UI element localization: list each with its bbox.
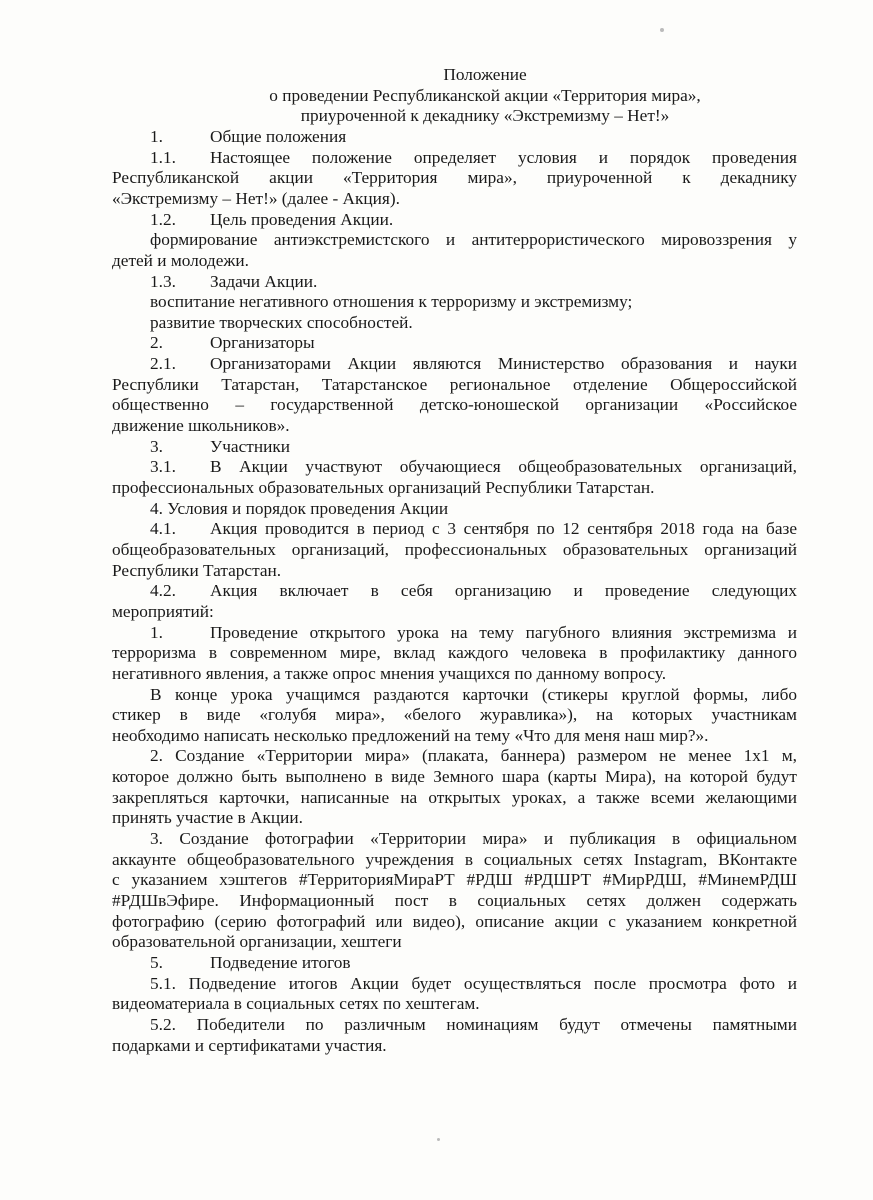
text-line: которое должно быть выполнено в виде Земного шара (карты Мира), на которой будут — [112, 767, 797, 787]
text-line: движение школьников». — [112, 416, 290, 436]
section-number: 1. — [150, 622, 163, 642]
numbered-line — [150, 580, 797, 601]
section-number: 1.2. — [150, 209, 176, 229]
text-line: Республиканской акции «Территория мира», приуроченной к декаднику — [112, 168, 797, 188]
text-line: с указанием хэштегов #ТерриторияМираРТ #РДШ #РДШРТ #МирРДШ, #МинемРДШ — [112, 870, 797, 890]
section-text: Цель проведения Акции. — [210, 209, 394, 229]
text-line: закрепляться карточки, написанные на открытых уроках, а также всеми желающими — [112, 787, 797, 807]
section-text: Акция включает в себя организацию и проведение следующих — [210, 581, 797, 601]
numbered-line — [150, 952, 797, 973]
text-line: стикер в виде «голубя мира», «белого журавлика»), на которых участникам — [112, 705, 797, 725]
text-line: принять участие в Акции. — [112, 808, 303, 828]
text-line: необходимо написать несколько предложений на тему «Что для меня наш мир?». — [112, 725, 709, 745]
text-line: 3. Создание фотографии «Территории мира» и публикация в официальном — [150, 829, 797, 849]
text-line: Республики Татарстан. — [112, 560, 282, 580]
section-number: 1. — [150, 126, 163, 146]
section-text: Подведение итогов — [210, 952, 351, 972]
text-line: 2. Создание «Территории мира» (плаката, баннера) размером не менее 1х1 м, — [150, 746, 797, 766]
text-line: развитие творческих способностей. — [150, 312, 413, 332]
numbered-line — [150, 353, 797, 374]
section-number: 5. — [150, 952, 163, 972]
text-line: общеобразовательных организаций, профессиональных образовательных организаций — [112, 539, 797, 559]
numbered-line — [150, 456, 797, 477]
text-line: «Экстремизму – Нет!» (далее - Акция). — [112, 188, 400, 208]
section-text: Проведение открытого урока на тему пагубного влияния экстремизма и — [210, 622, 797, 642]
section-number: 3. — [150, 436, 163, 456]
text-line: фотографию (серию фотографий или видео), описание акции с указанием конкретной — [112, 911, 797, 931]
numbered-line — [150, 622, 797, 643]
text-line: Республики Татарстан, Татарстанское региональное отделение Общероссийской — [112, 374, 797, 394]
numbered-line — [150, 271, 797, 292]
text-line: общественно – государственной детско-юношеской организации «Российское — [112, 395, 797, 415]
section-number: 1.3. — [150, 271, 176, 291]
title-line: Положение — [443, 65, 527, 84]
section-number: 4.1. — [150, 519, 176, 539]
scan-speck — [660, 28, 664, 32]
text-line: воспитание негативного отношения к терроризму и экстремизму; — [150, 292, 633, 312]
text-line: терроризма в современном мире, вклад каждого человека в профилактику данного — [112, 643, 797, 663]
numbered-line — [150, 209, 797, 230]
title-line: приуроченной к декаднику «Экстремизму – Нет!» — [300, 106, 670, 126]
text-line: 5.2. Победители по различным номинациям будут отмечены памятными — [150, 1014, 797, 1034]
section-text: Настоящее положение определяет условия и порядок проведения — [210, 147, 797, 167]
scan-speck — [437, 1138, 440, 1141]
text-line: негативного явления, а также опрос мнения учащихся по данному вопросу. — [112, 663, 667, 683]
section-text: Организаторы — [210, 333, 315, 353]
numbered-line — [150, 436, 797, 457]
section-text: Задачи Акции. — [210, 271, 318, 291]
section-text: Организаторами Акции являются Министерство образования и науки — [210, 354, 797, 374]
numbered-line — [150, 518, 797, 539]
text-line: В конце урока учащимся раздаются карточки (стикеры круглой формы, либо — [150, 684, 797, 704]
section-number: 2.1. — [150, 354, 176, 374]
text-line: аккаунте общеобразовательного учреждения в социальных сетях Instagram, ВКонтакте — [112, 849, 797, 869]
section-text: Акция проводится в период с 3 сентября по 12 сентября 2018 года на базе — [210, 519, 797, 539]
text-line: образовательной организации, хештеги — [112, 932, 402, 952]
section-number: 4.2. — [150, 581, 176, 601]
section-number: 1.1. — [150, 147, 176, 167]
numbered-line — [150, 332, 797, 353]
section-number: 3.1. — [150, 457, 176, 477]
section-text: Участники — [210, 436, 290, 456]
text-line: детей и молодежи. — [112, 250, 249, 270]
numbered-line — [150, 126, 797, 147]
text-line: мероприятий: — [112, 601, 214, 621]
text-line: 4. Условия и порядок проведения Акции — [150, 498, 449, 518]
text-line: формирование антиэкстремистского и антитеррористического мировоззрения у — [150, 230, 797, 250]
numbered-line — [150, 147, 797, 168]
text-line: #РДШвЭфире. Информационный пост в социальных сетях должен содержать — [112, 891, 797, 910]
text-line: 5.1. Подведение итогов Акции будет осуществляться после просмотра фото и — [150, 973, 797, 993]
text-line: профессиональных образовательных организаций Республики Татарстан. — [112, 478, 655, 497]
section-text: В Акции участвуют обучающиеся общеобразовательных организаций, — [210, 457, 797, 477]
title-line: о проведении Республиканской акции «Территория мира», — [269, 85, 701, 105]
section-text: Общие положения — [210, 126, 347, 146]
section-number: 2. — [150, 333, 163, 353]
text-line: подарками и сертификатами участия. — [112, 1035, 387, 1055]
text-line: видеоматериала в социальных сетях по хештегам. — [112, 994, 480, 1014]
